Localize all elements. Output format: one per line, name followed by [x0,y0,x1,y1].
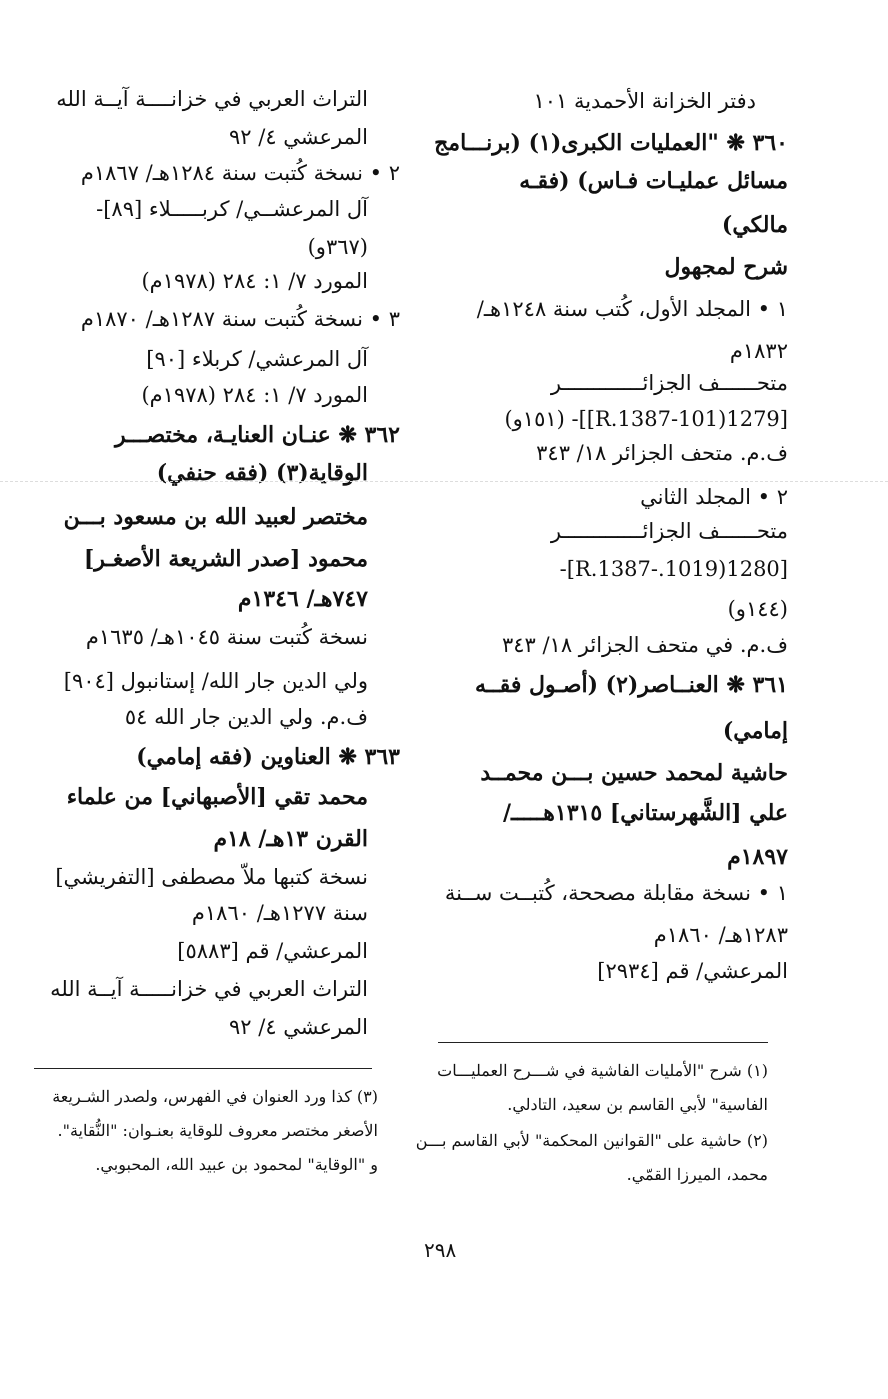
left-column-line: الوقاية(٣) (فقه حنفي) [156,460,368,486]
left-column-line: محمود [صدر الشريعة الأصغـر] [83,546,368,572]
left-column-line: المورد ٧/ ١: ٢٨٤ (١٩٧٨م) [141,269,368,293]
left-column-line: آل المرعشــي/ كربـــــلاء [٨٩]- [96,197,368,221]
left-column-line: نسخة كُتبت سنة ١٠٤٥هـ/ ١٦٣٥م [85,625,368,649]
left-column-line: مختصر لعبيد الله بن مسعود بـــن [63,504,368,530]
right-column-line: المرعشي/ قم [٢٩٣٤] [597,959,788,983]
right-column-line: ١ • نسخة مقابلة مصححة، كُتبــت ســنة [444,881,788,905]
right-column-line: ف.م. متحف الجزائر ١٨/ ٣٤٣ [536,441,788,465]
right-column-line: ف.م. في متحف الجزائر ١٨/ ٣٤٣ [501,633,788,657]
left-column-line: المرعشي ٤/ ٩٢ [228,1015,368,1039]
footnote-line: و "الوقاية" لمحمود بن عبيد الله، المحبوبي. [95,1155,378,1174]
left-column-line: المرعشي/ قم [٥٨٨٣] [177,939,368,963]
right-column-line: ٣٦١ ❋ العنــاصر(٢) (أصـول فقــه [475,672,788,698]
right-column-line: ٣٦٠ ❋ "العمليات الكبرى(١) (برنـــامج [434,130,788,156]
left-column-line: التراث العربي في خزانـــــة آيــة الله [50,977,368,1001]
right-column-line: شرح لمجهول [664,254,788,280]
right-column-line: ٢ • المجلد الثاني [640,485,788,509]
running-header: دفتر الخزانة الأحمدية ١٠١ [533,89,756,113]
right-column-line: ١٨٩٧م [727,844,788,870]
left-column-line: نسخة كتبها ملاّ مصطفى [التفريشي] [55,865,368,889]
left-column-line: المورد ٧/ ١: ٢٨٤ (١٩٧٨م) [141,383,368,407]
footnote-line: الأصغر مختصر معروف للوقاية بعنـوان: "النُّقاية". [57,1121,378,1140]
right-column-line: ١٨٣٢م [729,339,788,363]
left-column-line: ٣٦٣ ❋ العناوين (فقه إمامي) [136,744,400,770]
left-column-line: المرعشي ٤/ ٩٢ [228,125,368,149]
left-column-line: محمد تقي [الأصبهاني] من علماء [66,784,368,810]
left-column-line: ٧٤٧هـ/ ١٣٤٦م [237,586,368,612]
left-column-line: سنة ١٢٧٧هـ/ ١٨٦٠م [191,901,368,925]
column-divider [0,481,888,482]
right-column-line: ١ • المجلد الأول، كُتب سنة ١٢٤٨هـ/ [476,297,788,321]
right-column-line: مالكي) [721,212,788,238]
right-column-line: حاشية لمحمد حسين بـــن محمــد [480,760,788,786]
left-column-line: ٢ • نسخة كُتبت سنة ١٢٨٤هـ/ ١٨٦٧م [80,161,400,185]
right-column-line: علي [الشَّهرستاني] ١٣١٥هـــــ/ [503,800,788,826]
footnote-line: (٣) كذا ورد العنوان في الفهرس، ولصدر الشـريعة [52,1087,378,1106]
footnote-rule-right [438,1042,768,1043]
left-column-line: ٣ • نسخة كُتبت سنة ١٢٨٧هـ/ ١٨٧٠م [80,307,400,331]
right-column-line: متحــــــف الجزائـــــــــــــر [550,371,788,395]
right-column-line: (١٤٤و) [727,597,788,621]
left-column-line: (٣٦٧و) [307,235,368,259]
footnote-rule-left [34,1068,372,1069]
footnote-line: (٢) حاشية على "القوانين المحكمة" لأبي القاسم بـــن [415,1131,768,1150]
right-column-line: [1280(1019.-R.1387]- [559,557,788,581]
left-column-line: ولي الدين جار الله/ إستانبول [٩٠٤] [63,669,368,693]
footnote-line: (١) شرح "الأمليات الفاشية في شـــرح العمليـــات [437,1061,768,1080]
footnote-line: الفاسية" لأبي القاسم بن سعيد، التادلي. [507,1095,768,1114]
right-column-line: إمامي) [722,718,788,744]
left-column-line: ٣٦٢ ❋ عنـان العنايـة، مختصـــر [114,422,400,448]
left-column-line: القرن ١٣هـ/ ١٨م [213,826,368,852]
left-column-line: التراث العربي في خزانــــة آيــة الله [56,87,368,111]
right-column-line: [1279(101-R.1387]]- (١٥١و) [504,407,788,431]
right-column-line: متحــــــف الجزائـــــــــــــر [550,519,788,543]
left-column-line: ف.م. ولي الدين جار الله ٥٤ [124,705,368,729]
right-column-line: مسائل عمليـات فـاس) (فقـه [519,168,788,194]
left-column-line: آل المرعشي/ كربلاء [٩٠] [146,347,368,371]
right-column-line: ١٢٨٣هـ/ ١٨٦٠م [653,923,788,947]
page-number: ٢٩٨ [424,1238,457,1262]
footnote-line: محمد، الميرزا القمّي. [626,1165,768,1184]
